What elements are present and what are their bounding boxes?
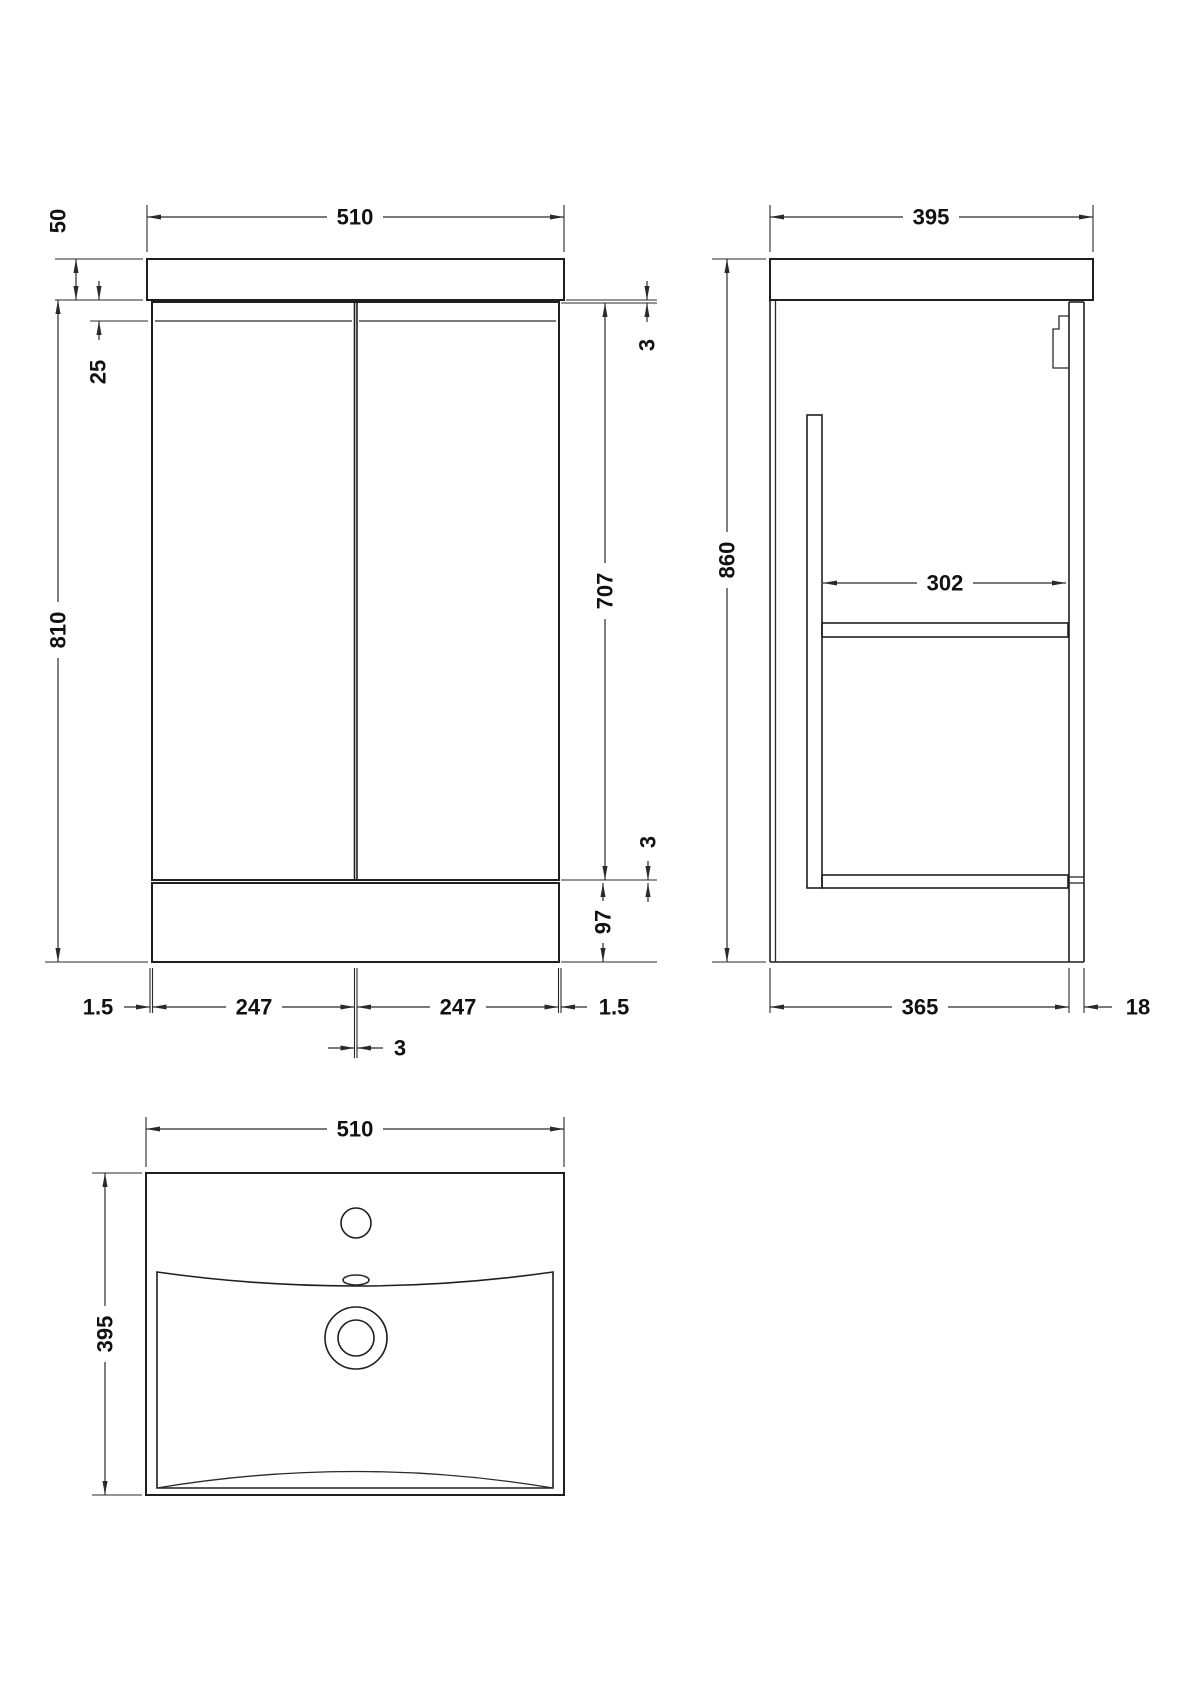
side-worktop [770,259,1093,300]
dim-side-overall-height: 860 [714,541,740,579]
front-view [44,203,661,1061]
plan-worktop [146,1173,564,1495]
dim-side-base-depth: 365 [901,994,939,1020]
side-back-stile [807,415,822,888]
front-worktop [147,259,564,300]
dim-front-plinth-height: 97 [590,909,616,935]
dim-plan-overall-width: 510 [336,1116,374,1142]
dim-front-edge-right: 1.5 [598,994,630,1020]
dim-front-overall-width: 510 [336,204,374,230]
dim-front-top-rail: 25 [85,359,111,385]
dim-side-door-thickness: 18 [1125,994,1151,1020]
dim-front-door-left-width: 247 [235,994,273,1020]
plan-view [91,1115,564,1495]
side-shelf [822,623,1068,637]
tap-hole [341,1208,371,1238]
side-hinge-plate [1053,316,1069,368]
dim-front-edge-left: 1.5 [82,994,114,1020]
dim-front-door-height: 707 [592,572,618,610]
waste-hole-outer [325,1307,387,1369]
dim-side-internal-depth: 302 [926,570,964,596]
overflow-slot [343,1275,369,1285]
side-view [712,203,1150,1021]
dim-plan-overall-depth: 395 [92,1315,118,1353]
side-bottom-panel [822,875,1068,888]
dim-front-gap-bottom: 3 [635,835,661,849]
front-cabinet [152,302,559,880]
basin-bowl-outline [157,1272,553,1488]
dim-front-worktop-height: 50 [45,208,71,234]
dim-front-gap-top: 3 [634,338,660,352]
basin-front-curve [157,1472,553,1489]
front-plinth [152,883,559,962]
waste-hole-inner [338,1320,374,1356]
dim-front-cabinet-height: 810 [45,611,71,649]
dim-front-door-center-gap: 3 [393,1035,407,1061]
dim-front-door-right-width: 247 [439,994,477,1020]
dim-side-overall-depth: 395 [912,204,950,230]
